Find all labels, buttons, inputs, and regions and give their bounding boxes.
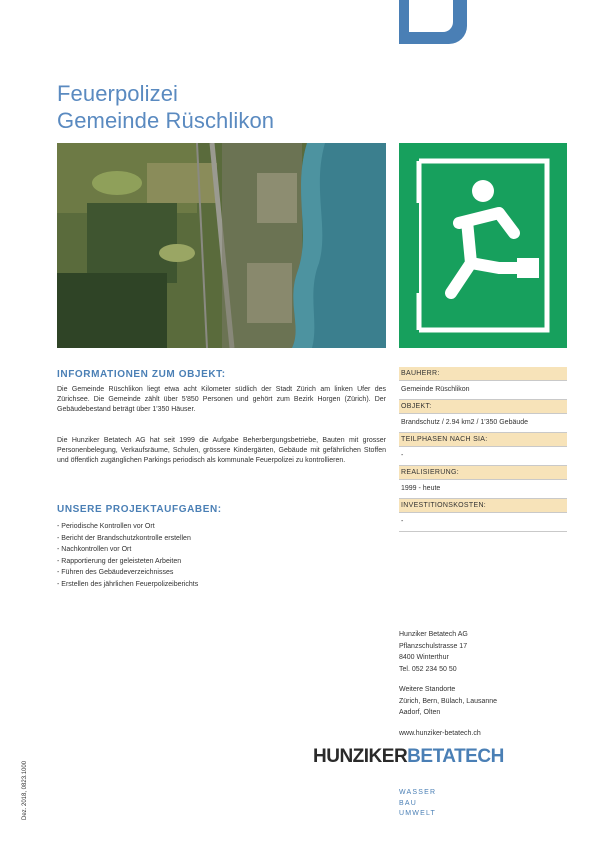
locations-line-1: Zürich, Bern, Bülach, Lausanne	[399, 697, 498, 705]
company-name: Hunziker Betatech AG	[399, 631, 468, 638]
document-date-note: Dez. 2018, 0823.1000	[22, 760, 28, 820]
tasks-heading: UNSERE PROJEKTAUFGABEN:	[57, 504, 222, 515]
company-city: 8400 Winterthur	[399, 654, 449, 661]
fact-value-bauherr: Gemeinde Rüschlikon	[399, 381, 567, 400]
info-paragraph-1: Die Gemeinde Rüschlikon liegt etwa acht Kilometer südlich der Stadt Zürich am linken Ufer des Zürichsee. Die Gemeinde zählt über 5'850 Personen und gehört zum Bezirk Horgen (Zürich). Der Gebäudebestand beträgt über 1'350 Häuser.	[57, 386, 386, 413]
company-logo	[313, 746, 504, 768]
fact-label-bauherr: BAUHERR:	[399, 367, 567, 381]
aerial-photo	[57, 143, 386, 348]
corner-tab-graphic	[399, 0, 467, 44]
info-paragraph-2: Die Hunziker Betatech AG hat seit 1999 die Aufgabe Beherbergungsbetriebe, Bauten mit grosser Personenbelegung, Verkaufsräume, Schulen, grössere Kindergärten, Gebäude mit gefährlichen Stoffen und öffentlich zugänglichen Parkings periodisch als kommunale Feuerpolizei zu kontrollieren.	[57, 437, 386, 464]
list-item: - Bericht der Brandschutzkontrolle erstellen	[57, 534, 191, 542]
tagline-item: UMWELT	[399, 810, 437, 817]
company-street: Pflanzschulstrasse 17	[399, 642, 468, 650]
tasks-list	[57, 521, 198, 591]
tagline-item: BAU	[399, 799, 417, 807]
page-title	[57, 80, 274, 134]
title-line-2: Gemeinde Rüschlikon	[57, 108, 275, 133]
tagline-item: WASSER	[399, 789, 437, 796]
fact-value-objekt: Brandschutz / 2.94 km2 / 1'350 Gebäude	[399, 414, 567, 433]
list-item: - Nachkontrollen vor Ort	[57, 546, 132, 554]
logo-part-2: BETATECH	[407, 746, 504, 767]
fact-label-objekt: OBJEKT:	[399, 400, 567, 414]
list-item: - Erstellen des jährlichen Feuerpolizeiberichts	[57, 580, 199, 588]
info-heading: INFORMATIONEN ZUM OBJEKT:	[57, 369, 226, 380]
fact-label-investitionskosten: INVESTITIONSKOSTEN:	[399, 499, 567, 513]
fact-value-investitionskosten: -	[399, 513, 567, 532]
logo-part-1: HUNZIKER	[313, 746, 408, 767]
fact-label-teilphasen: TEILPHASEN NACH SIA:	[399, 433, 567, 447]
project-facts-table	[399, 367, 567, 532]
list-item: - Periodische Kontrollen vor Ort	[57, 523, 155, 530]
tagline-list	[399, 788, 436, 820]
company-website-link[interactable]: www.hunziker-betatech.ch	[399, 729, 481, 737]
fact-value-realisierung: 1999 - heute	[399, 480, 567, 499]
company-phone: Tel. 052 234 50 50	[399, 665, 457, 673]
locations-heading: Weitere Standorte	[399, 686, 456, 693]
title-line-1: Feuerpolizei	[57, 81, 179, 106]
emergency-exit-sign	[399, 143, 567, 348]
company-address-block	[399, 629, 497, 739]
fact-label-realisierung: REALISIERUNG:	[399, 466, 567, 480]
list-item: - Rapportierung der geleisteten Arbeiten	[57, 557, 182, 565]
list-item: - Führen des Gebäudeverzeichnisses	[57, 569, 174, 577]
locations-line-2: Aadorf, Olten	[399, 709, 441, 716]
fact-value-teilphasen: -	[399, 447, 567, 466]
